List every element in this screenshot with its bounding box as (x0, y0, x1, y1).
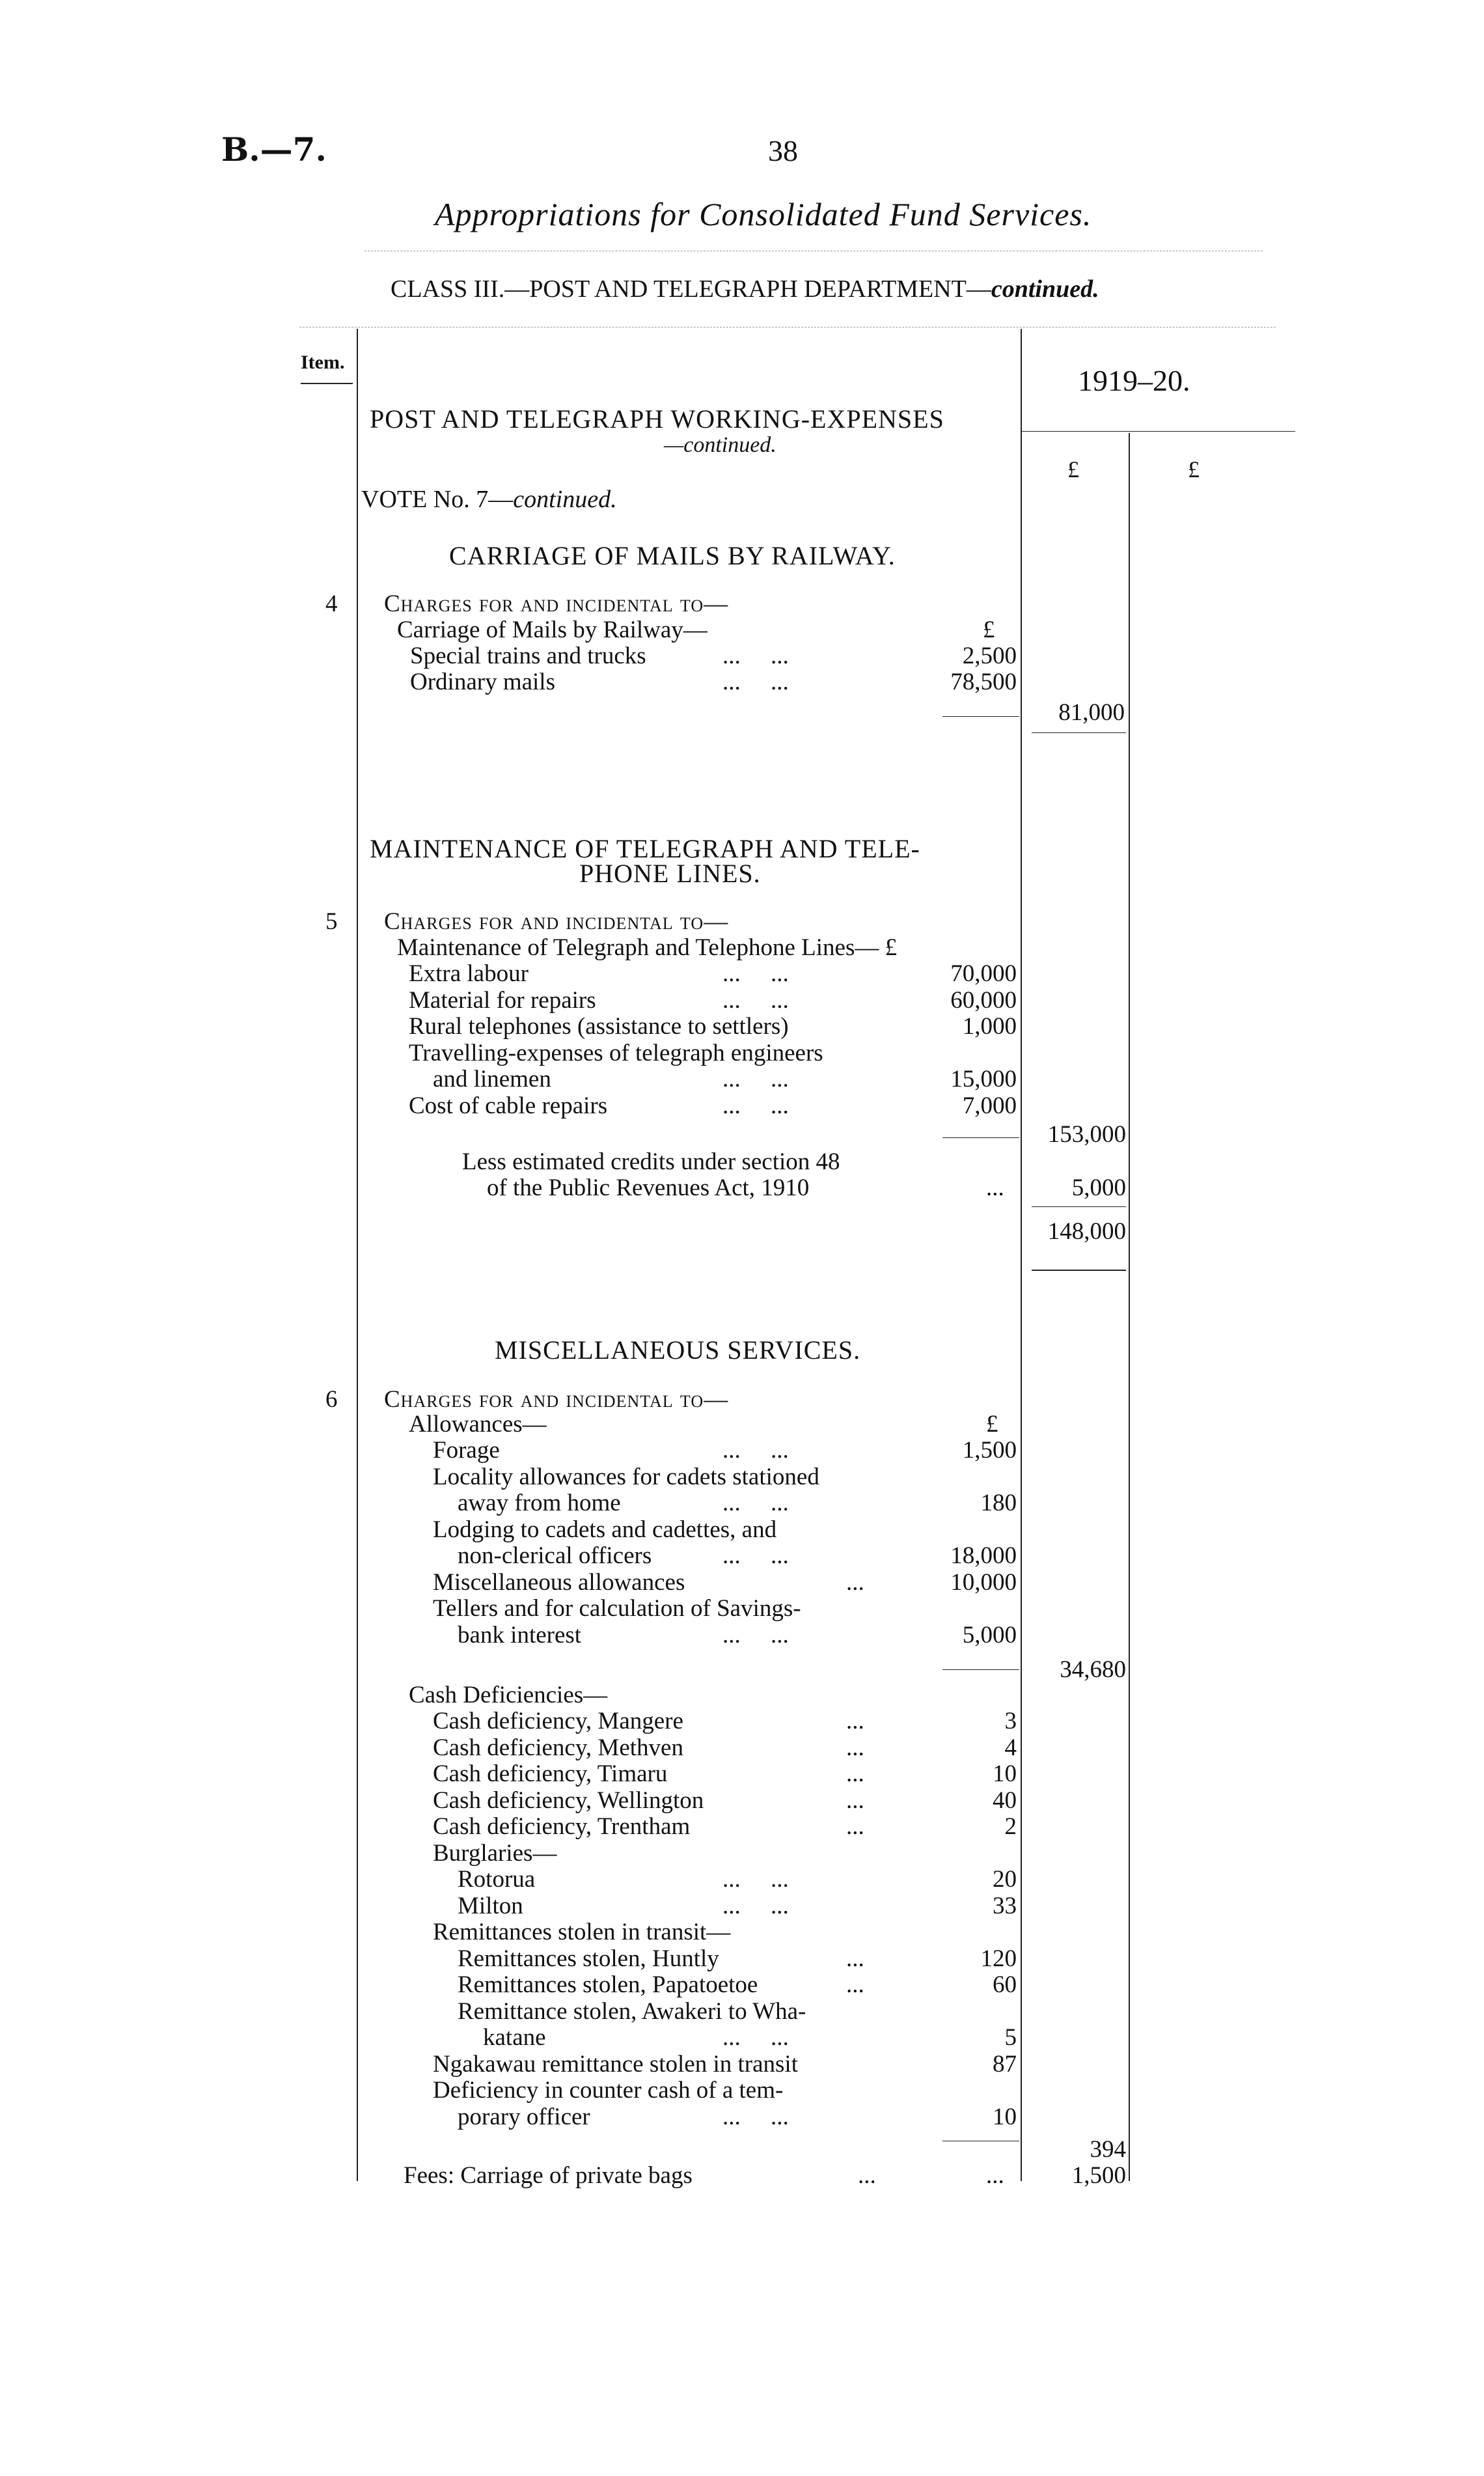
vote-line (361, 485, 617, 514)
s6-cash-label: Milton (458, 1892, 523, 1919)
s5-less-rule (1032, 1206, 1126, 1207)
s6-allow-head: Allowances— (409, 1411, 547, 1438)
s6-cash-amount: 40 (993, 1787, 1017, 1814)
s6-fees-dots: ... (858, 2162, 876, 2189)
s6-cash-label: Cash deficiency, Mangere (433, 1708, 683, 1734)
s6-allow-amount: 10,000 (950, 1568, 1017, 1596)
s5-lines-amount: 15,000 (950, 1066, 1017, 1092)
s6-cash-dots: ... ... (722, 1866, 789, 1893)
s6-allow-total: 34,680 (1060, 1656, 1126, 1683)
s6-pound: £ (986, 1411, 998, 1438)
s6-cash-label: Cash deficiency, Wellington (433, 1787, 704, 1814)
class-line: CLASS III.—POST AND TELEGRAPH DEPARTMENT— (391, 275, 991, 303)
s6-cash-amount: 4 (1004, 1734, 1017, 1761)
s6-fees-label: Fees: Carriage of private bags (404, 2162, 693, 2189)
s6-allow-label: Locality allowances for cadets stationed (433, 1463, 819, 1490)
s5-lines-label: Extra labour (409, 960, 529, 987)
s4-charges: Charges for and incidental to— (384, 591, 729, 617)
s5-subtotal: 153,000 (1047, 1121, 1126, 1148)
class-heading (391, 275, 1099, 303)
s5-lines-amount: 60,000 (950, 986, 1017, 1014)
s6-cash-dots: ... (846, 1734, 864, 1761)
s6-allow-label: away from home (458, 1490, 621, 1516)
fiscal-year: 1919–20. (1078, 364, 1190, 397)
s6-cash-label: Cash deficiency, Trentham (433, 1813, 691, 1840)
s5-lines-dots: ... ... (722, 1066, 789, 1092)
s4-lines-label: Ordinary mails (410, 669, 555, 695)
s4-lines-label: Special trains and trucks (410, 643, 646, 669)
amount-column-rule (1021, 329, 1022, 2181)
s6-cash-label: Burglaries— (433, 1839, 557, 1867)
s6-title: MISCELLANEOUS SERVICES. (495, 1335, 861, 1365)
s5-title-2: PHONE LINES. (579, 859, 761, 888)
s6-allow-label: Forage (433, 1437, 500, 1464)
s5-less-dots: ... (986, 1175, 1004, 1201)
s6-allow-amount: 18,000 (950, 1542, 1017, 1569)
item-column-rule (357, 329, 358, 2181)
main-heading: POST AND TELEGRAPH WORKING-EXPENSES (370, 404, 944, 434)
s4-title: CARRIAGE OF MAILS BY RAILWAY. (449, 541, 896, 570)
s6-cash-amount: 5 (1004, 2024, 1017, 2051)
s5-lines-label: Cost of cable repairs (409, 1092, 608, 1119)
s6-cash-dots: ... (846, 1787, 864, 1814)
s5-lines-dots: ... ... (722, 1092, 789, 1119)
s5-lines-dots: ... ... (722, 960, 789, 987)
s5-sub: Maintenance of Telegraph and Telephone Lines— £ (397, 934, 898, 961)
s6-cash-amount: 60 (993, 1971, 1017, 1998)
s4-sum-rule (942, 716, 1019, 717)
s6-cash-label: Remittances stolen, Huntly (458, 1945, 719, 1972)
s6-cash-dots: ... (846, 1708, 864, 1734)
s6-cash-dots: ... (846, 1945, 864, 1972)
s6-allow-label: Tellers and for calculation of Savings- (433, 1595, 801, 1622)
s6-cash-amount: 3 (1004, 1708, 1017, 1734)
s6-allow-label: bank interest (458, 1621, 582, 1648)
s5-title-1: MAINTENANCE OF TELEGRAPH AND TELE- (370, 834, 920, 863)
s4-lines-dots: ... ... (722, 669, 789, 695)
s6-allow-sum-rule (942, 1669, 1019, 1670)
s6-cash-label: Cash deficiency, Timaru (433, 1760, 668, 1787)
s6-allow-label: Lodging to cadets and cadettes, and (433, 1516, 777, 1543)
s6-allow-dots: ... ... (722, 1437, 789, 1464)
s6-cash-amount: 10 (993, 1760, 1017, 1787)
s6-item: 6 (325, 1386, 338, 1413)
s5-lines-dots: ... ... (722, 986, 789, 1014)
s4-pound: £ (983, 617, 995, 643)
s6-charges: Charges for and incidental to— (384, 1386, 729, 1413)
s6-cash-label: Remittances stolen in transit— (433, 1919, 731, 1945)
s6-cash-label: Cash deficiency, Methven (433, 1734, 683, 1761)
s4-lines-amount: 2,500 (962, 643, 1017, 669)
total-column-rule (1129, 433, 1130, 2181)
s6-allow-label: Miscellaneous allowances (433, 1568, 685, 1596)
s6-allow-label: non-clerical officers (458, 1542, 652, 1569)
s6-cash-total: 394 (1090, 2136, 1126, 2163)
s6-allow-dots: ... ... (722, 1621, 789, 1648)
s6-cash-dots: ... ... (722, 1892, 789, 1919)
s6-cash-amount: 20 (993, 1866, 1017, 1893)
main-heading-cont: —continued. (664, 433, 776, 457)
s5-lines-amount: 1,000 (962, 1013, 1017, 1040)
s5-lines-label: Travelling-expenses of telegraph engineers (409, 1039, 823, 1066)
s6-cash-amount: 120 (980, 1945, 1017, 1972)
s4-total-rule (1032, 732, 1126, 733)
s4-sub: Carriage of Mails by Railway— (397, 617, 708, 643)
s5-lines-amount: 7,000 (962, 1092, 1017, 1119)
document-ref: B.—7. (221, 130, 327, 169)
s6-allow-amount: 180 (980, 1490, 1017, 1516)
s6-allow-amount: 5,000 (962, 1621, 1017, 1648)
pound-col-2: £ (1188, 456, 1200, 482)
s6-cash-label: Remittances stolen, Papatoetoe (458, 1971, 758, 1998)
class-cont: continued. (991, 275, 1099, 303)
s6-cash-label: Remittance stolen, Awakeri to Wha- (458, 1997, 806, 2025)
s4-lines-dots: ... ... (722, 643, 789, 669)
s5-lines-amount: 70,000 (950, 960, 1017, 987)
s4-lines-amount: 78,500 (950, 669, 1017, 695)
s6-cash-label: porary officer (458, 2103, 590, 2130)
s4-item: 4 (325, 591, 338, 617)
s6-cash-label: katane (483, 2024, 546, 2051)
s6-allow-amount: 1,500 (962, 1437, 1017, 1464)
s6-allow-dots: ... (846, 1568, 864, 1596)
page-title: Appropriations for Consolidated Fund Services. (435, 196, 1092, 232)
s6-fees-amt: 1,500 (1071, 2162, 1126, 2189)
s6-cash-amount: 10 (993, 2103, 1017, 2130)
s5-sum-rule (942, 1137, 1019, 1138)
s6-cash-amount: 87 (993, 2050, 1017, 2078)
s5-charges: Charges for and incidental to— (384, 908, 729, 935)
s6-cash-dots: ... (846, 1971, 864, 1998)
page-number: 38 (768, 134, 798, 167)
s6-cash-dots: ... (846, 1813, 864, 1840)
year-rule (1022, 431, 1295, 432)
s5-lines-label: Material for repairs (409, 986, 596, 1014)
item-header-rule (301, 383, 353, 384)
s6-cash-dots: ... ... (722, 2024, 789, 2051)
s6-allow-dots: ... ... (722, 1542, 789, 1569)
s5-item: 5 (325, 908, 338, 935)
s6-fees-dots-2: ... (986, 2162, 1004, 2189)
s5-lines-label: Rural telephones (assistance to settlers) (409, 1013, 789, 1040)
s6-cash-dots: ... ... (722, 2103, 789, 2130)
item-header: Item. (301, 352, 345, 373)
pound-col-1: £ (1067, 456, 1079, 482)
s6-cash-amount: 2 (1004, 1813, 1017, 1840)
s6-allow-dots: ... ... (722, 1490, 789, 1516)
s5-less-amt: 5,000 (1071, 1175, 1126, 1201)
s6-cash-amount: 33 (993, 1892, 1017, 1919)
s5-total: 148,000 (1047, 1218, 1126, 1245)
vote-prefix: VOTE No. 7— (361, 486, 514, 513)
s6-cash-dots: ... (846, 1760, 864, 1787)
s6-cash-label: Rotorua (458, 1866, 536, 1893)
s5-total-rule (1032, 1270, 1126, 1271)
vote-cont: continued. (513, 486, 617, 513)
s5-lines-label: and linemen (433, 1066, 551, 1092)
s4-total: 81,000 (1058, 699, 1125, 726)
s6-cash-head: Cash Deficiencies— (409, 1682, 608, 1708)
s6-cash-label: Deficiency in counter cash of a tem- (433, 2077, 784, 2104)
s5-less-2: of the Public Revenues Act, 1910 (487, 1175, 810, 1201)
s6-cash-label: Ngakawau remittance stolen in transit (433, 2050, 798, 2078)
s5-less-1: Less estimated credits under section 48 (462, 1148, 840, 1175)
